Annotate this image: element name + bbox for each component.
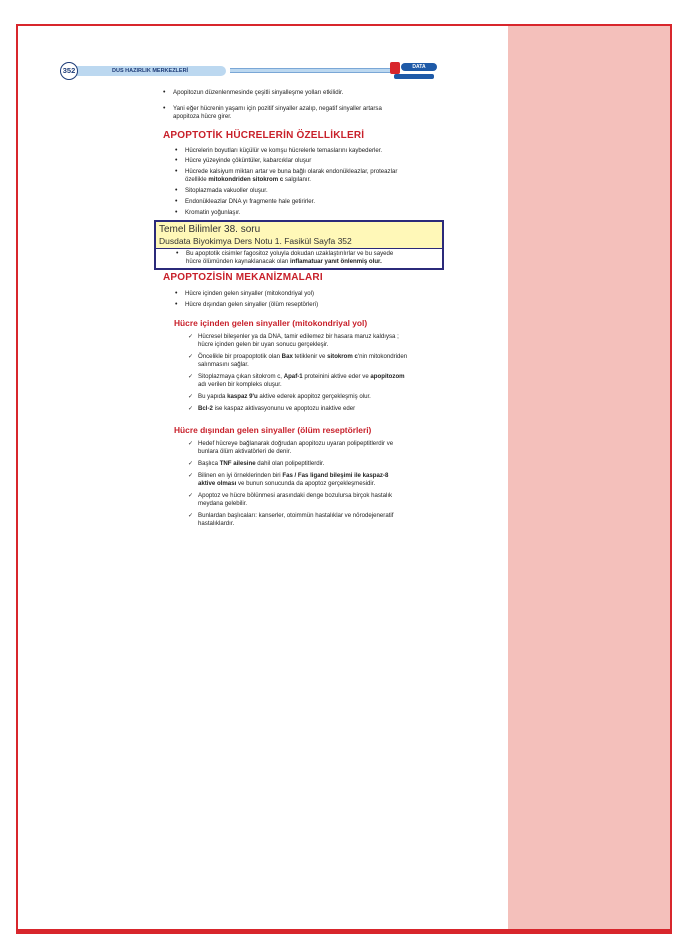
text-run: Öncelikle bir proapoptotik olan: [198, 353, 282, 360]
pathway-item-continuation: bunlara ölüm aktivatörleri de denir.: [198, 448, 292, 455]
logo-underbar: [394, 74, 434, 79]
text-run: Bilinen en iyi örneklerinden biri: [198, 472, 283, 479]
text-run-bold: Fas / Fas ligand bileşimi ile kaspaz-8: [282, 472, 389, 479]
pathway-item: [198, 373, 405, 381]
feature-item: • Kromatin yoğunlaşır.: [185, 209, 241, 217]
page-number: 352: [60, 62, 78, 80]
text-run: hücre ölümünden kaynaklanacak olan: [186, 258, 291, 265]
header-divider: [230, 68, 390, 73]
section-heading-apoptotic-features: APOPTOTİK HÜCRELERİN ÖZELLİKLERİ: [163, 130, 365, 141]
text-run: salgılanır.: [283, 176, 311, 183]
text-run: aktive ederek apopitoz gerçekleşmiş olur.: [257, 393, 371, 400]
pathway-item: ✓ Apoptoz ve hücre bölünmesi arasındaki denge bozulursa birçok hastalık: [198, 492, 392, 500]
feature-item: • Hücrede kalsiyum miktarı artar ve buna bağlı olarak endonükleazlar, proteazlar: [185, 168, 397, 176]
note-title: Temel Bilimler 38. soru: [159, 224, 261, 235]
note-subtitle: Dusdata Biyokimya Ders Notu 1. Fasikül Sayfa 352: [159, 236, 352, 246]
pathway-item: ✓ Hedef hücreye bağlanarak doğrudan apopitozu uyaran polipeptitlerdir ve: [198, 440, 393, 448]
text-run-bold: apopitozom: [370, 373, 405, 380]
pathway-item-continuation: [198, 480, 375, 488]
reference-note-box: [154, 220, 444, 270]
pathway-item: [198, 353, 407, 361]
text-run-bold: kaspaz 9'u: [227, 393, 258, 400]
page-frame: [16, 24, 672, 934]
text-run: Başlıca: [198, 460, 220, 467]
dusdata-logo: [390, 62, 438, 80]
text-run: tetiklenir ve: [292, 353, 328, 360]
text-run: ise kaspaz aktivasyonunu ve apoptozu inaktive eder: [212, 405, 356, 412]
text-run: Bu yapıda: [198, 393, 228, 400]
pathway-item: ✓ Hücresel bileşenler ya da DNA, tamir edilemez bir hasara maruz kaldıysa ;: [198, 333, 399, 341]
logo-text: DATA: [401, 63, 437, 71]
feature-item: • Endonükleazlar DNA yı fragmente hale getirirler.: [185, 198, 315, 206]
text-run: ve bunun sonucunda da apoptoz gerçekleşmesidir.: [236, 480, 376, 487]
text-run: proteinini aktive eder ve: [302, 373, 371, 380]
feature-item-continuation: [185, 176, 311, 184]
pathway-item-continuation: meydana gelebilir.: [198, 500, 248, 507]
pathway-item: ✓ Bunlardan başlıcaları: kanserler, otoimmün hastalıklar ve nörodejeneratif: [198, 512, 393, 520]
intro-bullet: • Apopitozun düzenlenmesinde çeşitli sinyalleşme yolları etkilidir.: [173, 89, 343, 97]
text-run-bold: Apaf-1: [283, 373, 303, 380]
pathway-item: [198, 472, 388, 480]
text-run: Sitoplazmaya çıkan sitokrom c,: [198, 373, 284, 380]
mechanism-item: • Hücre içinden gelen sinyaller (mitokondriyal yol): [185, 290, 314, 298]
section-heading-mechanisms: APOPTOZİSİN MEKANİZMALARI: [163, 272, 323, 283]
text-run-bold: Bcl-2: [198, 405, 213, 412]
text-run-bold: sitokrom c: [327, 353, 358, 360]
subheading-intrinsic-pathway: Hücre içinden gelen sinyaller (mitokondriyal yol): [174, 318, 368, 328]
page-header: [60, 62, 440, 80]
text-run: 'nin mitokondriden: [357, 353, 408, 360]
text-run: özellikle: [185, 176, 209, 183]
text-run-bold: Bax: [281, 353, 293, 360]
logo-mark-icon: [390, 62, 400, 74]
header-title: DUS HAZIRLIK MERKEZLERİ: [76, 66, 226, 76]
feature-item: • Bu apoptotik cisimler fagositoz yoluyla dokudan uzaklaştırılırlar ve bu sayede: [186, 250, 393, 258]
pathway-item-continuation: hücre içinden gelen bir uyarı sonucu gerçekleşir.: [198, 341, 329, 348]
text-run: dahil olan polipeptitlerdir.: [255, 460, 325, 467]
mechanism-item: • Hücre dışından gelen sinyaller (ölüm reseptörleri): [185, 301, 318, 309]
pathway-item: [198, 393, 371, 401]
pathway-item-continuation: hastalıklardır.: [198, 520, 235, 527]
intro-bullet: • Yani eğer hücrenin yaşamı için pozitif sinyaller azalıp, negatif sinyaller artarsa: [173, 105, 382, 113]
text-run-bold: TNF ailesine: [219, 460, 256, 467]
text-run-bold: inflamatuar yanıt önlenmiş olur.: [290, 258, 382, 265]
feature-item: • Sitoplazmada vakuoller oluşur.: [185, 187, 268, 195]
side-panel: [508, 26, 672, 929]
feature-item: • Hücre yüzeyinde çöküntüler, kabarcıklar oluşur: [185, 157, 311, 165]
pathway-item-continuation: salınmasını sağlar.: [198, 361, 249, 368]
text-run-bold: aktive olması: [198, 480, 237, 487]
intro-bullet-continuation: apopitoza hücre girer.: [173, 113, 232, 120]
pathway-item: [198, 405, 355, 413]
feature-item: • Hücrelerin boyutları küçülür ve komşu hücrelerle temaslarını kaybederler.: [185, 147, 382, 155]
feature-item-continuation: [186, 258, 382, 266]
note-highlight: [156, 222, 442, 249]
subheading-extrinsic-pathway: Hücre dışından gelen sinyaller (ölüm reseptörleri): [174, 425, 372, 435]
text-run-bold: mitokondriden sitokrom c: [208, 176, 284, 183]
pathway-item: [198, 460, 324, 468]
pathway-item-continuation: adı verilen bir kompleks oluşur.: [198, 381, 282, 388]
